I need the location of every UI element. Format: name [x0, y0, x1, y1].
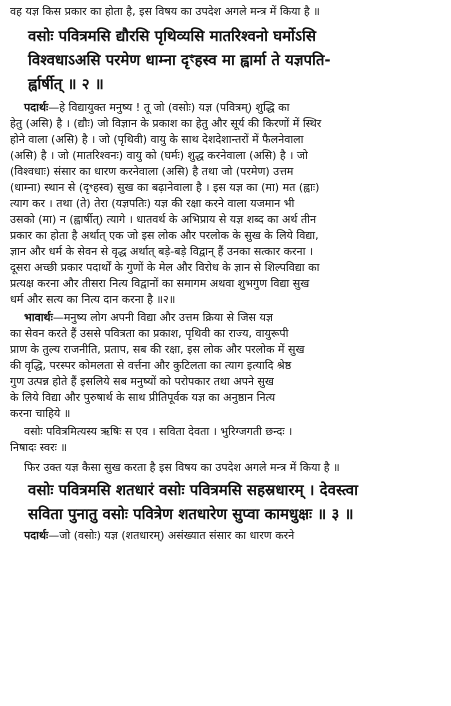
mantra-1-line-2-text: विश्वधाऽअसि परमेण धाम्ना दृꣳहस्व मा ह्वार्मा ते यज्ञपति- [28, 51, 331, 69]
padartha-line: उसको (मा) न (ह्वार्षीत्) त्यागे । धातवर्थ के अभिप्राय से यज्ञ शब्द का अर्थ तीन [10, 213, 317, 226]
bhavartha-line: प्राण के तुल्य राजनीति, प्रताप, सब की रक्षा, इस लोक और परलोक में सुख [10, 343, 305, 356]
padartha-line: ज्ञान और धर्म के सेवन से वृद्ध अर्थात् बड़े-बड़े विद्वान् हैं उनका सत्कार करना । [10, 245, 314, 258]
padartha-line: हेतु (असि) है । (द्यौः) जो विज्ञान के प्रकाश का हेतु और सूर्य की किरणों में स्थिर [10, 117, 322, 130]
bhavartha-line [10, 310, 441, 326]
mantra-1-line-1-text: वसोः पवित्रमसि द्यौरसि पृथिव्यसि मातरिश्वनो घर्मोऽसि [28, 27, 316, 45]
padartha-label: पदार्थः [24, 101, 49, 114]
padartha-section [10, 100, 441, 308]
padartha-2-label: पदार्थः [24, 529, 49, 542]
padartha-line: त्याग कर । तथा (ते) तेरा (यज्ञपतिः) यज्ञ की रक्षा करने वाला यजमान भी [10, 197, 295, 210]
mantra-2 [10, 478, 441, 526]
bhavartha-section [10, 310, 441, 422]
padartha-2-text: —जो (वसोः) यज्ञ (शतधारम्) असंख्यात संसार का धारण करने [48, 529, 295, 542]
mantra-1-line [10, 24, 441, 48]
bhavartha-label: भावार्थः [24, 311, 53, 324]
svara-line: निषादः स्वरः ॥ [10, 441, 67, 454]
rishi-devata-line [10, 424, 441, 440]
intro-line: वह यज्ञ किस प्रकार का होता है, इस विषय का उपदेश अगले मन्त्र में किया है ॥ [10, 5, 320, 18]
mantra-2-line [10, 502, 441, 526]
padartha-line: (धाम्ना) स्थान से (दृꣳहस्व) सुख का बढ़ानेवाला है । इस यज्ञ का (मा) मत (ह्वाः) [10, 181, 320, 194]
mantra-1 [10, 24, 441, 96]
mantra-1-line [10, 48, 441, 72]
bhavartha-line: गुण उत्पन्न होते हैं इसलिये सब मनुष्यों को परोपकार तथा अपने सुख [10, 375, 274, 388]
mantra-2-line [10, 478, 441, 502]
mantra-1-line [10, 72, 441, 96]
bhavartha-line: के लिये विद्या और पुरुषार्थ के साथ प्रीतिपूर्वक यज्ञ का अनुष्ठान नित्य [10, 391, 276, 404]
mantra-2-line-2-text: सविता पुनातु वसोः पवित्रेण शतधारेण सुप्वा कामधुक्षः ॥ ३ ॥ [28, 505, 354, 523]
padartha-line: दूसरा अच्छी प्रकार पदार्थों के गुणों के मेल और विरोध के ज्ञान से शिल्पविद्या का [10, 261, 320, 274]
padartha-line: (विश्वधाः) संसार का धारण करनेवाला (असि) है तथा जो (परमेण) उत्तम [10, 165, 294, 178]
bhavartha-line: की वृद्धि, परस्पर कोमलता से वर्त्तना और कुटिलता का त्याग इत्यादि श्रेष्ठ [10, 359, 292, 372]
padartha-line: धर्म और सत्य का नित्य दान करना है ॥२॥ [10, 293, 176, 306]
mantra-1-line-3-text: र्ह्वार्षीत् ॥ २ ॥ [28, 75, 104, 93]
intro-line-2 [10, 460, 441, 476]
padartha-text: —हे विद्यायुक्त मनुष्य ! तू जो (वसोः) यज्ञ (पवित्रम्) शुद्धि का [48, 101, 290, 114]
intro-line-2-text: फिर उक्त यज्ञ कैसा सुख करता है इस विषय का उपदेश अगले मन्त्र में किया है ॥ [24, 461, 340, 474]
bhavartha-line: करना चाहिये ॥ [10, 407, 71, 420]
padartha-line: प्रकार का होता है अर्थात् एक जो इस लोक और परलोक के सुख के लिये विद्या, [10, 229, 319, 242]
padartha-line: प्रत्यक्ष करना और तीसरा नित्य विद्वानों का समागम अथवा शुभगुण विद्या सुख [10, 277, 310, 290]
mantra-2-line-1-text: वसोः पवित्रमसि शतधारं वसोः पवित्रमसि सहस्रधारम् । देवस्त्वा [28, 481, 359, 499]
padartha-line: होने वाला (असि) है । जो (पृथिवी) वायु के साथ देशदेशान्तरों में फैलनेवाला [10, 133, 304, 146]
bhavartha-line: का सेवन करते हैं उससे पवित्रता का प्रकाश, पृथिवी का राज्य, वायुरूपी [10, 327, 289, 340]
rishi-devata-text: वसोः पवित्रमित्यस्य ऋषिः स एव । सविता देवता । भुरिग्जगती छन्दः । [24, 425, 293, 438]
bhavartha-text: —मनुष्य लोग अपनी विद्या और उत्तम क्रिया से जिस यज्ञ [52, 311, 273, 324]
padartha-line [10, 100, 441, 116]
padartha-line: (असि) है । जो (मातरिश्वनः) वायु को (घर्मः) शुद्ध करनेवाला (असि) है । जो [10, 149, 308, 162]
padartha-2-line [10, 528, 441, 544]
